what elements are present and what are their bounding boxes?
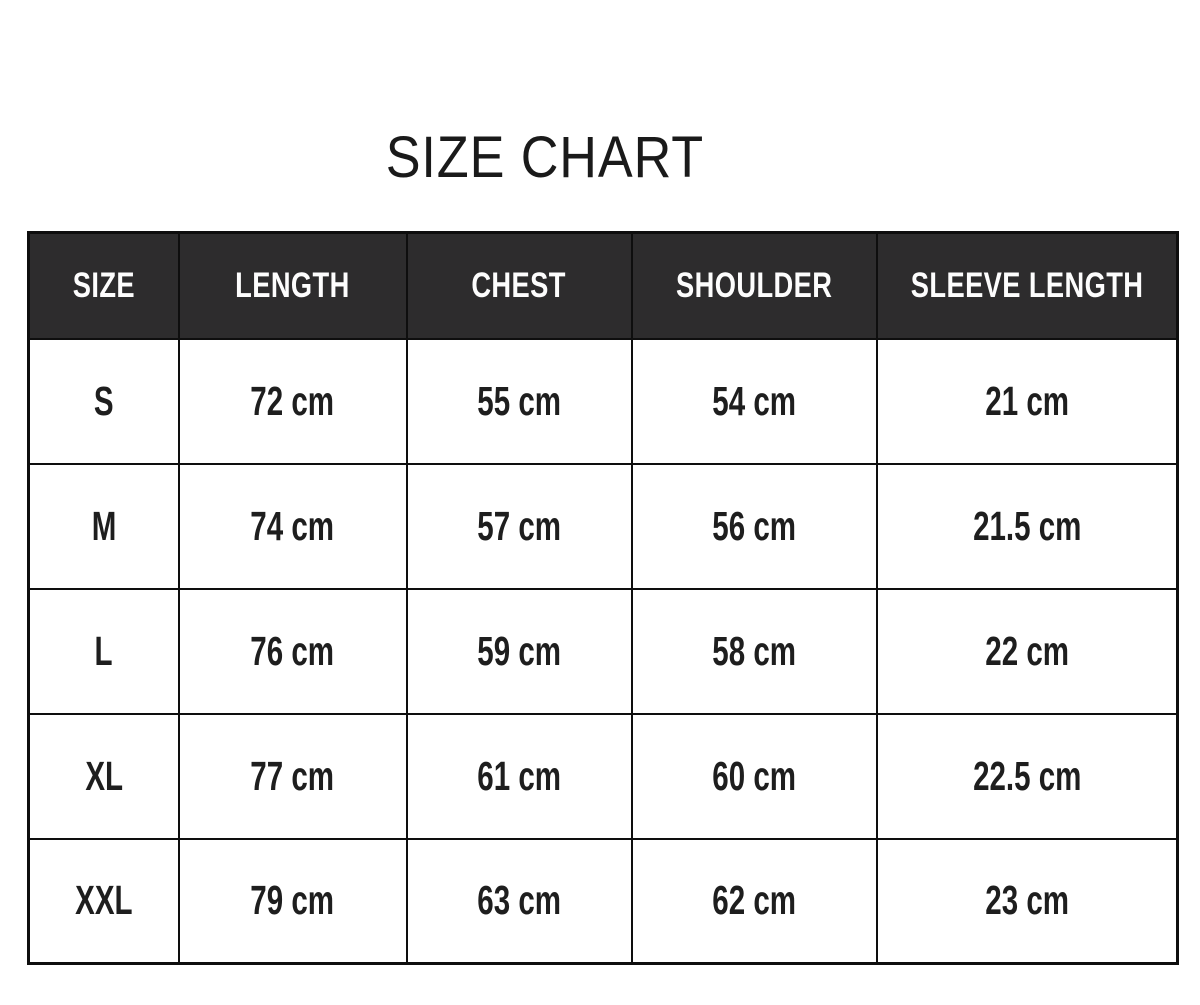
table-row-xxl xyxy=(29,839,1178,964)
length-value: 77 cm xyxy=(250,752,335,799)
table-cell xyxy=(877,464,1178,589)
length-value: 72 cm xyxy=(250,377,335,424)
table-cell xyxy=(632,464,877,589)
shoulder-value: 54 cm xyxy=(712,377,796,424)
table-cell xyxy=(29,339,179,464)
size-chart-table xyxy=(27,231,1179,965)
table-cell xyxy=(29,464,179,589)
chest-value: 63 cm xyxy=(477,877,561,924)
table-cell xyxy=(179,589,407,714)
table-header-row xyxy=(29,233,1178,339)
size-value: M xyxy=(91,502,117,549)
column-header-sleeve-length-label: SLEEVE LENGTH xyxy=(910,265,1144,305)
table-cell xyxy=(632,839,877,964)
table-cell xyxy=(632,339,877,464)
table-cell xyxy=(877,839,1178,964)
table-row-xl xyxy=(29,714,1178,839)
table-cell xyxy=(407,839,632,964)
size-value: XL xyxy=(84,752,123,799)
column-header-chest xyxy=(407,233,632,339)
table-cell xyxy=(179,464,407,589)
length-value: 79 cm xyxy=(250,877,335,924)
column-header-size xyxy=(29,233,179,339)
size-value: S xyxy=(93,377,114,424)
table-cell xyxy=(632,714,877,839)
shoulder-value: 62 cm xyxy=(712,877,796,924)
length-value: 74 cm xyxy=(250,502,335,549)
table-cell xyxy=(877,339,1178,464)
chest-value: 57 cm xyxy=(477,502,561,549)
table-cell xyxy=(407,589,632,714)
table-cell xyxy=(29,714,179,839)
sleeve-length-value: 23 cm xyxy=(984,877,1069,924)
column-header-sleeve-length xyxy=(877,233,1178,339)
size-value: XXL xyxy=(75,877,133,924)
table-cell xyxy=(179,339,407,464)
page-title: SIZE CHART xyxy=(385,125,705,190)
shoulder-value: 60 cm xyxy=(712,752,796,799)
table-cell xyxy=(29,839,179,964)
table-cell xyxy=(407,714,632,839)
sleeve-length-value: 22 cm xyxy=(984,627,1069,674)
table-cell xyxy=(632,589,877,714)
column-header-chest-label: CHEST xyxy=(471,265,567,305)
page-title-container xyxy=(0,124,1090,191)
chest-value: 59 cm xyxy=(477,627,561,674)
sleeve-length-value: 22.5 cm xyxy=(972,752,1081,799)
table-row-l xyxy=(29,589,1178,714)
length-value: 76 cm xyxy=(250,627,335,674)
table-row-s xyxy=(29,339,1178,464)
table-cell xyxy=(179,714,407,839)
table-cell xyxy=(407,464,632,589)
column-header-length xyxy=(179,233,407,339)
column-header-shoulder xyxy=(632,233,877,339)
column-header-shoulder-label: SHOULDER xyxy=(675,265,833,305)
table-cell xyxy=(877,589,1178,714)
chest-value: 61 cm xyxy=(477,752,561,799)
table-cell xyxy=(877,714,1178,839)
column-header-size-label: SIZE xyxy=(72,265,135,305)
table-cell xyxy=(179,839,407,964)
shoulder-value: 58 cm xyxy=(712,627,796,674)
sleeve-length-value: 21 cm xyxy=(984,377,1069,424)
size-value: L xyxy=(94,627,113,674)
shoulder-value: 56 cm xyxy=(712,502,796,549)
table-cell xyxy=(407,339,632,464)
sleeve-length-value: 21.5 cm xyxy=(972,502,1081,549)
chest-value: 55 cm xyxy=(477,377,561,424)
table-row-m xyxy=(29,464,1178,589)
table-cell xyxy=(29,589,179,714)
column-header-length-label: LENGTH xyxy=(235,265,350,305)
